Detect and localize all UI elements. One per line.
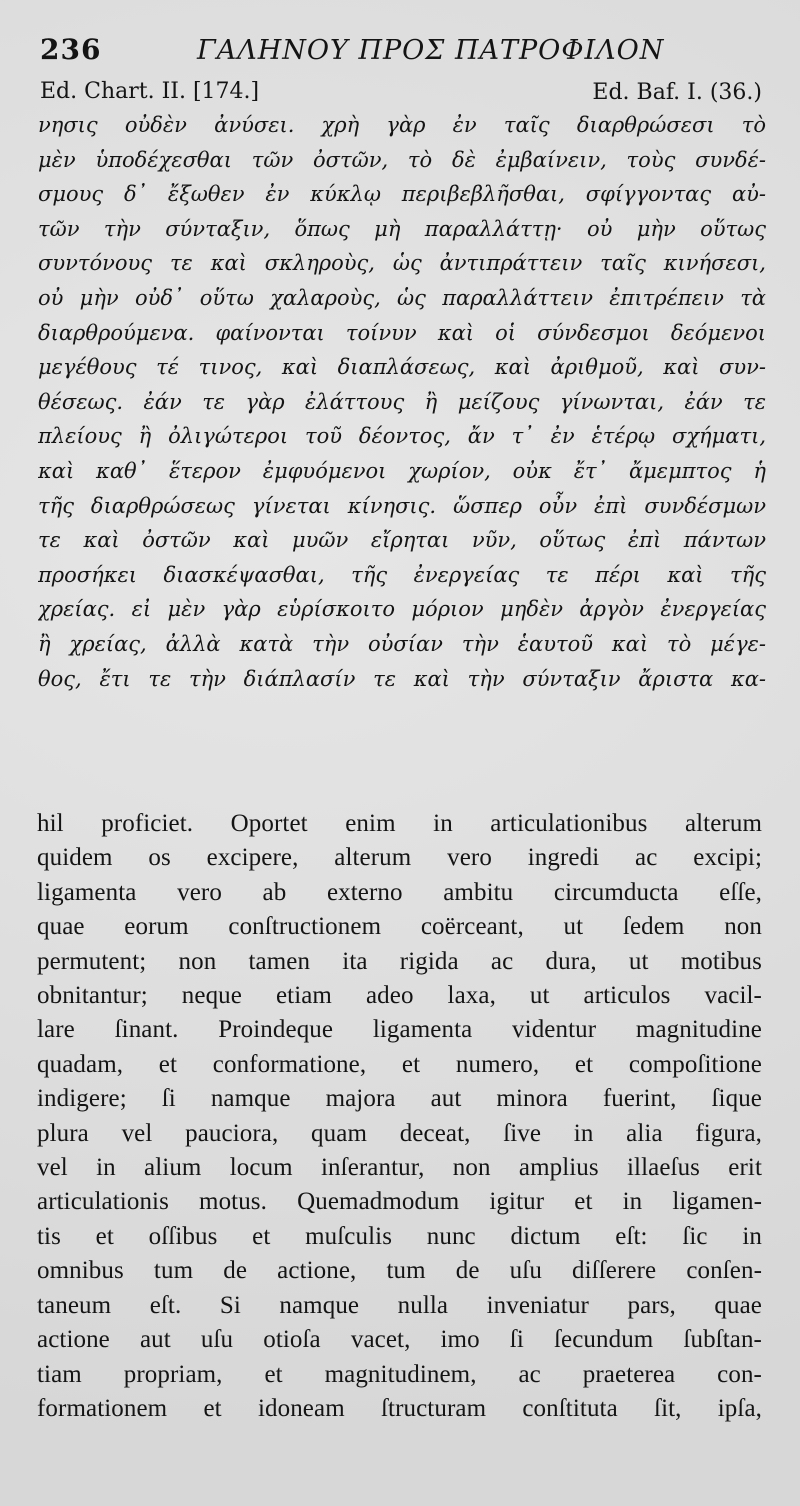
latin-line: tiam propriam, et magnitudinem, ac praeterea con- — [37, 1360, 762, 1388]
page-number: 236 — [40, 33, 102, 66]
latin-line: indigere; ſi namque majora aut minora fuerint, ſique — [37, 1085, 762, 1113]
greek-text-block — [38, 108, 766, 696]
latin-line: obnitantur; neque etiam adeo laxa, ut articulos vacil- — [37, 982, 762, 1010]
greek-line: νησις οὐδὲν ἀνύσει. χρὴ γὰρ ἐν ταῖς διαρθρώσεσι τὸ — [38, 113, 766, 137]
greek-line: τε καὶ ὀστῶν καὶ μυῶν εἴρηται νῦν, οὕτως ἐπὶ πάντων — [38, 528, 766, 553]
greek-line: τῆς διαρθρώσεως γίνεται κίνησις. ὥσπερ οὖν ἐπὶ συνδέσμων — [38, 493, 766, 518]
greek-line: θος, ἔτι τε τὴν διάπλασίν τε καὶ τὴν σύνταξιν ἄριστα κα- — [38, 666, 766, 691]
greek-line: οὐ μὴν οὐδ᾽ οὕτω χαλαροὺς, ὡς παραλλάττειν ἐπιτρέπειν τὰ — [38, 285, 766, 310]
greek-line: πλείους ἢ ὀλιγώτεροι τοῦ δέοντος, ἄν τ᾽ ἐν ἑτέρῳ σχήματι, — [38, 424, 766, 449]
greek-line: ἢ χρείας, ἀλλὰ κατὰ τὴν οὐσίαν τὴν ἑαυτοῦ καὶ τὸ μέγε- — [38, 631, 766, 656]
latin-line: taneum eſt. Si namque nulla inveniatur pars, quae — [37, 1291, 762, 1319]
greek-line: προσήκει διασκέψασθαι, τῆς ἐνεργείας τε πέρι καὶ τῆς — [38, 562, 766, 587]
greek-line: σμους δ᾽ ἔξωθεν ἐν κύκλῳ περιβεβλῆσθαι, σφίγγοντας αὐ- — [38, 182, 766, 207]
edition-reference-left: Ed. Chart. II. [174.] — [40, 79, 260, 104]
latin-line: quae eorum conſtructionem coërceant, ut ſedem non — [37, 913, 762, 941]
greek-line: διαρθρούμενα. φαίνονται τοίνυν καὶ οἱ σύνδεσμοι δεόμενοι — [38, 320, 766, 345]
running-head: ΓΑΛΗΝΟΥ ΠΡΟΣ ΠΑΤΡΟΦΙΛΟΝ — [197, 35, 665, 66]
latin-line: quidem os excipere, alterum vero ingredi ac excipi; — [37, 844, 762, 872]
greek-line: τῶν τὴν σύνταξιν, ὅπως μὴ παραλλάττῃ· οὐ μὴν οὕτως — [38, 216, 766, 241]
latin-line: actione aut uſu otioſa vacet, imo ſi ſecundum ſubſtan- — [37, 1326, 762, 1354]
greek-line: θέσεως. ἐάν τε γὰρ ἐλάττους ἢ μείζους γίνωνται, ἐάν τε — [38, 389, 766, 414]
greek-line: συντόνους τε καὶ σκληροὺς, ὡς ἀντιπράττειν ταῖς κινήσεσι, — [38, 251, 766, 276]
greek-line: μεγέθους τέ τινος, καὶ διαπλάσεως, καὶ ἀριθμοῦ, καὶ συν- — [38, 355, 766, 380]
latin-line: ligamenta vero ab externo ambitu circumducta eſſe, — [37, 878, 762, 906]
latin-line: quadam, et conformatione, et numero, et compoſitione — [37, 1050, 762, 1078]
latin-line: plura vel pauciora, quam deceat, ſive in alia figura, — [37, 1119, 762, 1147]
latin-line: lare ſinant. Proindeque ligamenta videntur magnitudine — [37, 1016, 762, 1044]
latin-line: formationem et idoneam ſtructuram conſtituta ſit, ipſa, — [37, 1394, 762, 1422]
greek-line: μὲν ὑποδέχεσθαι τῶν ὀστῶν, τὸ δὲ ἐμβαίνειν, τοὺς συνδέ- — [38, 147, 766, 172]
latin-line: articulationis motus. Quemadmodum igitur et in ligamen- — [37, 1188, 762, 1216]
latin-line: permutent; non tamen ita rigida ac dura, ut motibus — [37, 947, 762, 975]
greek-line: καὶ καθ᾽ ἕτερον ἐμφυόμενοι χωρίον, οὐκ ἔτ᾽ ἄμεμπτος ἡ — [38, 458, 766, 483]
edition-reference-right: Ed. Baf. I. (36.) — [592, 80, 762, 105]
greek-line: χρείας. εἰ μὲν γὰρ εὑρίσκοιτο μόριον μηδὲν ἀργὸν ἐνεργείας — [38, 597, 766, 622]
latin-line: omnibus tum de actione, tum de uſu diſſerere conſen- — [37, 1257, 762, 1285]
latin-line: vel in alium locum inſerantur, non amplius illaeſus erit — [37, 1154, 762, 1182]
latin-text-block — [37, 807, 762, 1426]
latin-line: tis et oſſibus et muſculis nunc dictum eſt: ſic in — [37, 1222, 762, 1250]
latin-line: hil proficiet. Oportet enim in articulationibus alterum — [37, 810, 762, 837]
